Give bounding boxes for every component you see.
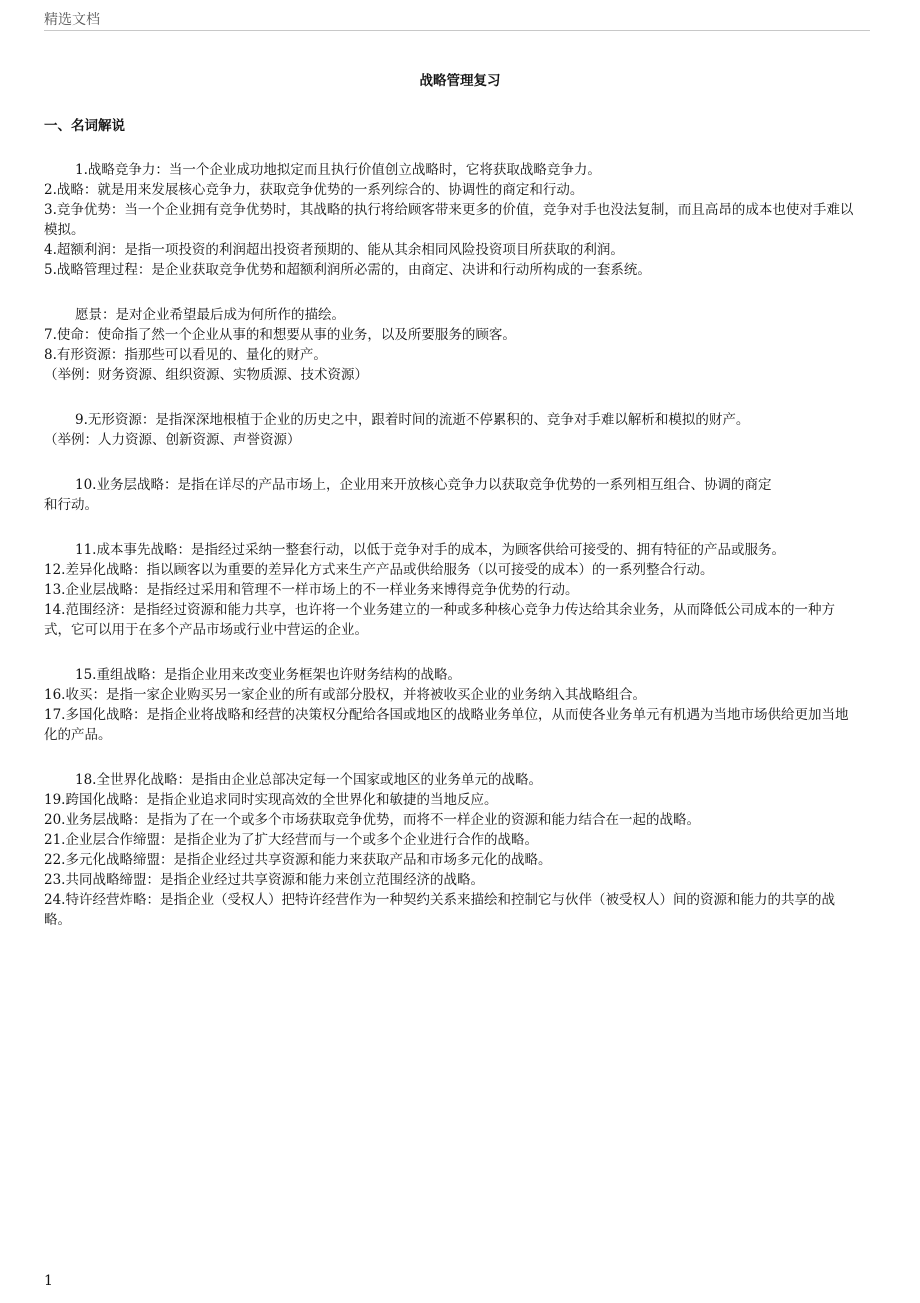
paragraph: 12.差异化战略：指以顾客以为重要的差异化方式来生产产品或供给服务（以可接受的成本）的一系列整合行动。 xyxy=(44,562,714,578)
document-title: 战略管理复习 xyxy=(419,73,501,89)
paragraph: （举例：财务资源、组织资源、实物质源、技术资源） xyxy=(44,367,368,383)
page-header xyxy=(44,9,870,31)
paragraph: 14.范围经济：是指经过资源和能力共享，也许将一个业务建立的一种或多种核心竞争力传达给其余业务，从而降低公司成本的一种方式，它可以用于在多个产品市场或行业中营运的企业。 xyxy=(44,602,835,638)
paragraph: 19.跨国化战略：是指企业追求同时实现高效的全世界化和敏捷的当地反应。 xyxy=(44,792,498,808)
paragraph: 和行动。 xyxy=(44,497,98,513)
paragraph: 16.收买：是指一家企业购买另一家企业的所有或部分股权，并将被收买企业的业务纳入其战略组合。 xyxy=(44,687,646,703)
header-text: 精选文档 xyxy=(44,12,100,28)
paragraph: 7.使命：使命指了然一个企业从事的和想要从事的业务，以及所要服务的顾客。 xyxy=(44,327,516,343)
paragraph: 3.竞争优势：当一个企业拥有竞争优势时，其战略的执行将给顾客带来更多的价值，竞争对手也没法复制，而且高昂的成本也使对手难以模拟。 xyxy=(44,202,854,238)
paragraph: 18.全世界化战略：是指由企业总部决定每一个国家或地区的业务单元的战略。 xyxy=(75,772,542,788)
page-number: 1 xyxy=(44,1273,53,1289)
document-body xyxy=(44,160,859,930)
paragraph: 8.有形资源：指那些可以看见的、量化的财产。 xyxy=(44,347,327,363)
paragraph: 11.成本事先战略：是指经过采纳一整套行动，以低于竞争对手的成本，为顾客供给可接受的、拥有特征的产品或服务。 xyxy=(75,542,785,558)
paragraph: （举例：人力资源、创新资源、声誉资源） xyxy=(44,432,301,448)
paragraph: 23.共同战略缔盟：是指企业经过共享资源和能力来创立范围经济的战略。 xyxy=(44,872,484,888)
paragraph: 1.战略竞争力：当一个企业成功地拟定而且执行价值创立战略时，它将获取战略竞争力。 xyxy=(75,162,601,178)
paragraph: 15.重组战略：是指企业用来改变业务框架也许财务结构的战略。 xyxy=(75,667,461,683)
paragraph: 13.企业层战略：是指经过采用和管理不一样市场上的不一样业务来博得竞争优势的行动。 xyxy=(44,582,579,598)
paragraph: 愿景：是对企业希望最后成为何所作的描绘。 xyxy=(75,307,345,323)
paragraph: 9.无形资源：是指深深地根植于企业的历史之中，跟着时间的流逝不停累积的、竞争对手难以解析和模拟的财产。 xyxy=(75,412,750,428)
paragraph: 21.企业层合作缔盟：是指企业为了扩大经营而与一个或多个企业进行合作的战略。 xyxy=(44,832,538,848)
paragraph: 17.多国化战略：是指企业将战略和经营的决策权分配给各国或地区的战略业务单位，从而使各业务单元有机遇为当地市场供给更加当地化的产品。 xyxy=(44,707,849,743)
section-heading: 一、名词解说 xyxy=(44,118,125,134)
paragraph: 5.战略管理过程：是企业获取竞争优势和超额利润所必需的，由商定、决讲和行动所构成的一套系统。 xyxy=(44,262,651,278)
paragraph: 10.业务层战略：是指在详尽的产品市场上，企业用来开放核心竞争力以获取竞争优势的一系列相互组合、协调的商定 xyxy=(75,477,772,493)
paragraph: 20.业务层战略：是指为了在一个或多个市场获取竞争优势，而将不一样企业的资源和能力结合在一起的战略。 xyxy=(44,812,700,828)
paragraph: 4.超额利润：是指一项投资的利润超出投资者预期的、能从其余相同风险投资项目所获取的利润。 xyxy=(44,242,624,258)
paragraph: 2.战略：就是用来发展核心竞争力，获取竞争优势的一系列综合的、协调性的商定和行动。 xyxy=(44,182,584,198)
paragraph: 22.多元化战略缔盟：是指企业经过共享资源和能力来获取产品和市场多元化的战略。 xyxy=(44,852,552,868)
paragraph: 24.特许经营炸略：是指企业（受权人）把特许经营作为一种契约关系来描绘和控制它与伙伴（被受权人）间的资源和能力的共享的战略。 xyxy=(44,892,835,928)
